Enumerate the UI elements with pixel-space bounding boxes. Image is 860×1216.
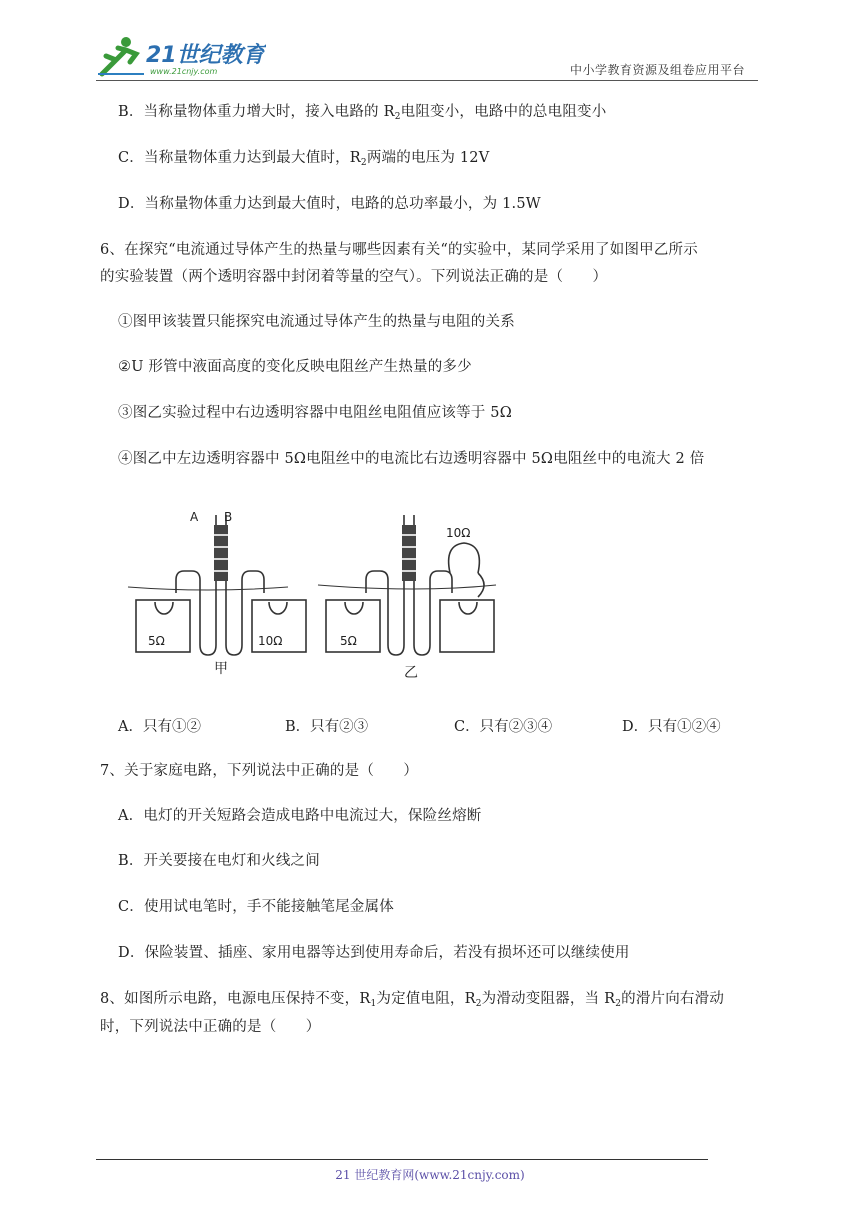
logo-url: www.21cnjy.com (150, 67, 218, 76)
q7-option-d: D．保险装置、插座、家用电器等达到使用寿命后，若没有损坏还可以继续使用 (118, 945, 630, 961)
q6-statement-1: ①图甲该装置只能探究电流通过导体产生的热量与电阻的关系 (118, 314, 515, 330)
q7-stem: 7、关于家庭电路，下列说法中正确的是（ ） (100, 763, 419, 779)
yi-caption: 乙 (404, 665, 418, 680)
q6-statement-3: ③图乙实验过程中右边透明容器中电阻丝电阻值应该等于 5Ω (118, 405, 512, 421)
q6-stem-line2: 的实验装置（两个透明容器中封闭着等量的空气）。下列说法正确的是（ ） (100, 269, 608, 285)
header-divider (96, 80, 758, 81)
logo-text: 21世纪教育 (146, 43, 265, 68)
site-logo (96, 34, 266, 78)
q6-option-d: D．只有①②④ (622, 719, 721, 735)
yi-top-resistor: 10Ω (446, 526, 471, 540)
q8-stem-line2: 时，下列说法中正确的是（ ） (100, 1019, 321, 1035)
label-b: B (224, 510, 233, 524)
label-a: A (190, 510, 199, 524)
jia-right-resistor: 10Ω (258, 634, 283, 648)
q5-option-b: B．当称量物体重力增大时，接入电路的 $R_2$电阻变小，电路中的总电阻变小 (118, 104, 607, 122)
yi-left-resistor: 5Ω (340, 634, 357, 648)
q6-stem-line1: 6、在探究“电流通过导体产生的热量与哪些因素有关“的实验中，某同学采用了如图甲乙所示 (100, 242, 698, 258)
q6-statement-4: ④图乙中左边透明容器中 5Ω电阻丝中的电流比右边透明容器中 5Ω电阻丝中的电流大 2 倍 (118, 451, 705, 467)
runner-icon (98, 37, 144, 74)
q6-option-b: B．只有②③ (285, 719, 369, 735)
q7-option-c: C．使用试电笔时，手不能接触笔尾金属体 (118, 899, 394, 915)
q6-option-a: A．只有①② (118, 719, 201, 735)
jia-caption: 甲 (214, 661, 228, 677)
q6-statement-2: ②U 形管中液面高度的变化反映电阻丝产生热量的多少 (118, 359, 472, 375)
q6-option-c: C．只有②③④ (454, 719, 553, 735)
jia-left-resistor: 5Ω (148, 634, 165, 648)
platform-name: 中小学教育资源及组卷应用平台 (570, 63, 746, 77)
q5-option-d: D．当称量物体重力达到最大值时，电路的总功率最小，为 1.5W (118, 196, 541, 212)
q5-option-c: C．当称量物体重力达到最大值时，$R_2$两端的电压为 12V (118, 150, 490, 168)
footer-divider (96, 1159, 708, 1160)
q7-option-a: A．电灯的开关短路会造成电路中电流过大，保险丝熔断 (118, 808, 482, 824)
q6-figure (118, 505, 498, 680)
q8-stem-line1: 8、如图所示电路，电源电压保持不变，$R_1$为定值电阻，$R_2$为滑动变阻器，当 $R_2$的滑片向右滑动 (100, 991, 725, 1009)
q7-option-b: B．开关要接在电灯和火线之间 (118, 853, 320, 869)
footer-text: 21 世纪教育网(www.21cnjy.com) (335, 1168, 525, 1182)
